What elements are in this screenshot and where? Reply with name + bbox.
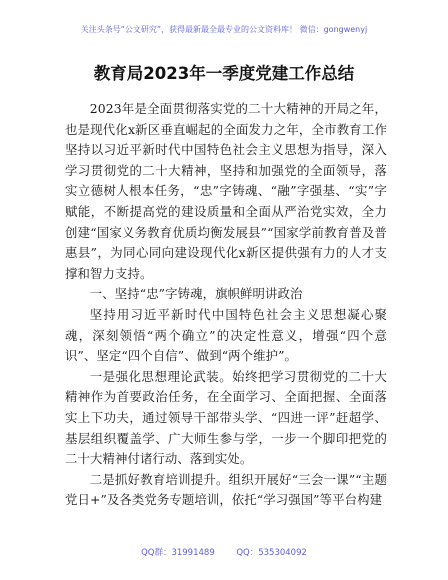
point-1-paragraph: 一是强化思想理论武装。始终把学习贯彻党的二十大精神作为首要政治任务，在全面学习、全面把握、全面落实上下功夫，通过领导干部带头学、“四进一评”赶超学、基层组织覆盖学、广大师生参与学，一步一个脚印把党的二十大精神付诸行动、落到实处。 [65,368,387,467]
intro-paragraph: 2023年是全面贯彻落实党的二十大精神的开局之年，也是现代化x新区垂直崛起的全面发力之年，全市教育工作坚持以习近平新时代中国特色社会主义思想为指导，深入学习贯彻党的二十大精神，坚持和加强党的全面领导，落实立德树人根本任务，“忠”字铸魂、“融”字强基、“实”字赋能，不断提高党的建设质量和全面从严治党实效，全力创建“国家义务教育优质均衡发展县”“国家学前教育普及普惠县”，为同心同向建设现代化x新区提供强有力的人才支撑和智力支持。 [65,101,387,281]
document-title: 教育局2023年一季度党建工作总结 [93,64,355,83]
document-body [65,99,387,511]
section-heading-1: 一、坚持“忠”字铸魂，旗帜鲜明讲政治 [89,286,303,302]
point-2-paragraph: 二是抓好教育培训提升。组织开展好“三会一课”“主题党日+”及各类党务专题培训，依托“学习强国”等平台构建 [65,471,387,508]
header-promo-note: 关注头条号“公文研究”，获得最新最全最专业的公文资料库！ 微信：gongwenyj [80,25,368,34]
section-1-paragraph: 坚持用习近平新时代中国特色社会主义思想凝心聚魂，深刻领悟“两个确立”的决定性意义，增强“四个意识”、坚定“四个自信”、做到“两个维护”。 [65,306,387,364]
footer-contact: QQ群：31991489 QQ：535304092 [141,548,307,558]
